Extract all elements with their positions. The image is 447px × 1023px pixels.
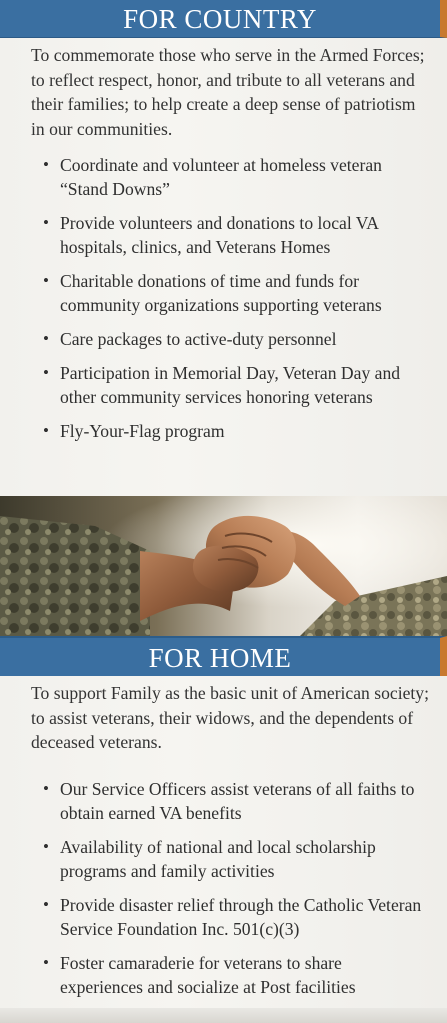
home-bullet-list — [0, 777, 447, 999]
list-item-text: Coordinate and volunteer at homeless veteran “Stand Downs” — [60, 155, 382, 199]
bullet-icon: • — [43, 329, 49, 348]
list-item — [0, 419, 447, 443]
bullet-icon: • — [43, 271, 49, 290]
bullet-icon: • — [43, 155, 49, 174]
country-intro-text: To commemorate those who serve in the Armed Forces; to reflect respect, honor, and tribute to all veterans and their families; to help create a deep sense of patriotism in our communities. — [31, 45, 425, 139]
country-bullet-list — [0, 153, 447, 443]
bullet-icon: • — [43, 836, 49, 856]
list-item — [0, 951, 447, 999]
list-item — [0, 327, 447, 351]
bullet-icon: • — [43, 421, 49, 440]
list-item — [0, 361, 447, 409]
bullet-icon: • — [43, 894, 49, 914]
section-for-home — [0, 681, 447, 1009]
bullet-icon: • — [43, 778, 49, 798]
list-item — [0, 211, 447, 259]
list-item-text: Availability of national and local scholarship programs and family activities — [60, 836, 376, 881]
page-bottom-edge — [0, 1008, 447, 1023]
section-title-for-home: FOR HOME — [0, 636, 447, 676]
section-title-for-country: FOR COUNTRY — [0, 0, 447, 38]
list-item — [0, 269, 447, 317]
list-item-text: Provide volunteers and donations to local VA hospitals, clinics, and Veterans Homes — [60, 213, 378, 257]
list-item-text: Our Service Officers assist veterans of all faiths to obtain earned VA benefits — [60, 778, 415, 823]
handshake-photo — [0, 496, 447, 636]
bullet-icon: • — [43, 363, 49, 382]
list-item-text: Fly-Your-Flag program — [60, 421, 225, 441]
list-item-text: Care packages to active-duty personnel — [60, 329, 337, 349]
handshake-illustration — [0, 496, 447, 636]
bullet-icon: • — [43, 952, 49, 972]
list-item-text: Foster camaraderie for veterans to share experiences and socialize at Post facilities — [60, 952, 356, 997]
list-item-text: Provide disaster relief through the Catholic Veteran Service Foundation Inc. 501(c)(3) — [60, 894, 422, 939]
list-item — [0, 835, 447, 883]
list-item — [0, 777, 447, 825]
list-item — [0, 893, 447, 941]
list-item-text: Charitable donations of time and funds for community organizations supporting veterans — [60, 271, 382, 315]
list-item-text: Participation in Memorial Day, Veteran Day and other community services honoring veterans — [60, 363, 401, 407]
list-item — [0, 153, 447, 201]
bullet-icon: • — [43, 213, 49, 232]
home-intro-text: To support Family as the basic unit of American society; to assist veterans, their widows, and the dependents of deceased veterans. — [31, 683, 429, 752]
section-for-country — [0, 43, 447, 453]
